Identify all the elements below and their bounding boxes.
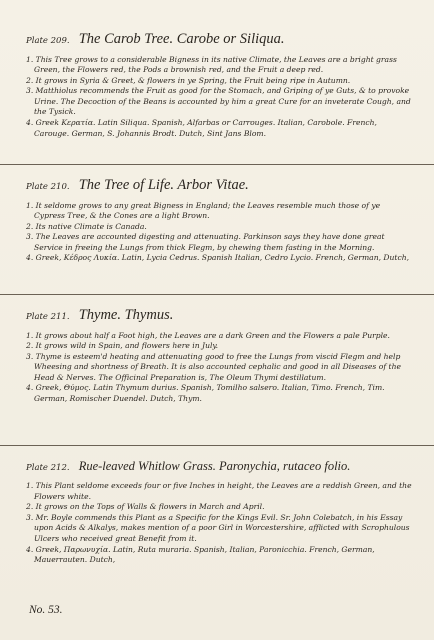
divider-rule — [0, 445, 434, 446]
plate-heading — [26, 30, 412, 47]
plate-heading — [26, 457, 412, 473]
plate-title: The Carob Tree. Carobe or Siliqua. — [78, 31, 285, 47]
plate-210-section — [26, 176, 412, 264]
plate-title: Rue-leaved Whitlow Grass. Paronychia, rutaceo folio. — [78, 459, 351, 473]
entry-2: 2. Its native Climate is Canada. — [26, 221, 147, 231]
entry-4: 4. Greek, Θύμος. Latin Thymum durius. Spanish, Tomilho salsero. Italian, Timo. French, Tim. German, Romischer Duendel. Dutch, Thym. — [26, 383, 385, 404]
entry-3: 3. Mr. Boyle commends this Plant as a Specific for the Kings Evil. Sr. John Colebatch, in his Essay upon Acids & Alkalys, makes mention of a poor Girl in Worcestershire, afflicted with Scrophulous Ulcers who received great Benefit from it. — [26, 512, 410, 543]
entry-1: 1. This Tree grows to a considerable Bigness in its native Climate, the Leaves are a bright grass Green, the Flowers red, the Pods a brownish red, and the Fruit a deep red. — [26, 54, 397, 75]
entry-2: 2. It grows on the Tops of Walls & flowers in March and April. — [26, 502, 265, 512]
entry-3: 3. Thyme is esteem'd heating and attenuating good to free the Lungs from viscid Flegm and help Wheesing and shortness of Breath. It is also accounted cephalic and good in all Diseases of the Head & Nerves. The Officinal Preparation is, The Oleum Thymi destillatum. — [26, 351, 401, 382]
plate-212-section — [26, 457, 412, 566]
divider-rule — [0, 164, 434, 165]
entry-3: 3. Matthiolus recommends the Fruit as good for the Stomach, and Griping of ye Guts, & to provoke Urine. The Decoction of the Beans is accounted by him a great Cure for an inveterate Cough, and the Tysick. — [26, 86, 411, 117]
plate-label: Plate 210. — [26, 182, 70, 192]
plate-title: Thyme. Thymus. — [78, 307, 174, 323]
divider-rule — [0, 294, 434, 295]
entry-4: 4. Greek Κερατία. Latin Siliqua. Spanish, Alfarbas or Carrouges. Italian, Carobole. French, Carouge. German, S. Johannis Brodt. Dutch, Sint Jans Blom. — [26, 118, 377, 138]
plate-heading — [26, 306, 412, 323]
page-number: No. 53. — [29, 604, 63, 616]
entry-1: 1. This Plant seldome exceeds four or five Inches in height, the Leaves are a reddish Green, and the Flowers white. — [26, 481, 412, 501]
plate-211-section — [26, 306, 412, 405]
entry-3: 3. The Leaves are accounted digesting and attenuating. Parkinson says they have done great Service in freeing the Lungs from thick Flegm, by chewing them fasting in the Morning. — [26, 232, 385, 252]
plate-title: The Tree of Life. Arbor Vitae. — [78, 177, 249, 193]
entry-4: 4. Greek, Κέδρος Λυκία. Latin, Lycia Cedrus. Spanish Italian, Cedro Lycio. French, German, Dutch, — [26, 253, 410, 263]
entry-1: 1. It seldome grows to any great Bigness in England; the Leaves resemble much those of ye Cypress Tree, & the Cones are a light Brown. — [26, 200, 381, 221]
entry-2: 2. It grows wild in Spain, and flowers here in July. — [26, 341, 219, 351]
plate-label: Plate 212. — [26, 463, 70, 473]
plate-label: Plate 211. — [26, 312, 70, 322]
plate-heading — [26, 176, 412, 193]
plate-label: Plate 209. — [26, 36, 70, 46]
entry-2: 2. It grows in Syria & Greet, & flowers in ye Spring, the Fruit being ripe in Autumn. — [26, 75, 351, 85]
entry-4: 4. Greek, Παρωνυχία. Latin, Ruta muraria. Spanish, Italian, Paronicchia. French, German, Mauerrauten. Dutch, — [26, 544, 375, 565]
plate-209-section — [26, 30, 412, 139]
entry-1: 1. It grows about half a Foot high, the Leaves are a dark Green and the Flowers a pale Purple. — [26, 330, 390, 340]
